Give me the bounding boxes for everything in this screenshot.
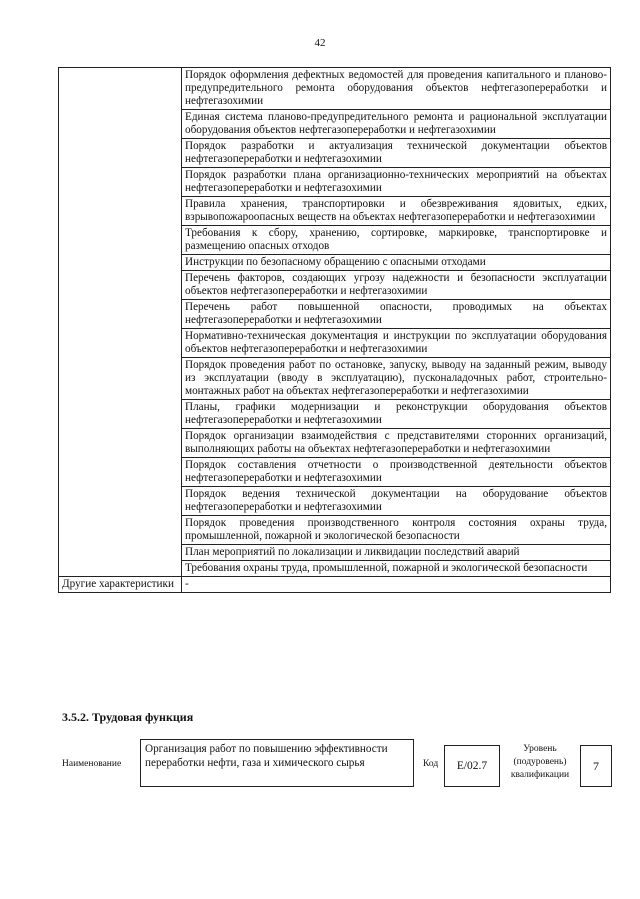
table-cell: Порядок разработки плана организационно-технических мероприятий на объектах нефтегазопереработки и нефтегазохимии	[182, 168, 611, 197]
code-value: E/02.7	[444, 745, 500, 787]
other-characteristics-label: Другие характеристики	[59, 577, 182, 593]
table-cell: План мероприятий по локализации и ликвидации последствий аварий	[182, 545, 611, 561]
other-characteristics-value: -	[182, 577, 611, 593]
table-row-other	[59, 577, 611, 593]
table-cell: Инструкции по безопасному обращению с опасными отходами	[182, 255, 611, 271]
table-cell: Планы, графики модернизации и реконструкции оборудования объектов нефтегазопереработки и нефтегазохимии	[182, 400, 611, 429]
table-cell: Нормативно-техническая документация и инструкции по эксплуатации оборудования объектов нефтегазопереработки и нефтегазохимии	[182, 329, 611, 358]
name-label: Наименование	[62, 759, 122, 769]
table-cell: Порядок составления отчетности о производственной деятельности объектов нефтегазопереработки и нефтегазохимии	[182, 458, 611, 487]
table-cell: Правила хранения, транспортировки и обезвреживания ядовитых, едких, взрывопожароопасных веществ на объектах нефтегазопереработки и нефтегазохимии	[182, 197, 611, 226]
table-cell: Порядок проведения работ по остановке, запуску, выводу на заданный режим, выводу из эксплуатации (вводу в эксплуатацию), пусконаладочных работ, строительно-монтажных работ на объектах нефтегазопереработки и нефтегазохимии	[182, 358, 611, 400]
requirements-table	[58, 67, 611, 593]
table-left-header-cell	[59, 68, 182, 577]
table-cell: Порядок организации взаимодействия с представителями сторонних организаций, выполняющих работы на объектах нефтегазопереработки и нефтегазохимии	[182, 429, 611, 458]
table-cell: Требования охраны труда, промышленной, пожарной и экологической безопасности	[182, 561, 611, 577]
qualification-level-label: Уровень (подуровень) квалификации	[510, 744, 570, 780]
page-number: 42	[314, 37, 326, 49]
table-cell: Порядок проведения производственного контроля состояния охраны труда, промышленной, пожарной и экологической безопасности	[182, 516, 611, 545]
table-cell: Единая система планово-предупредительного ремонта и рациональной эксплуатации оборудования объектов нефтегазопереработки и нефтегазохимии	[182, 110, 611, 139]
table-cell: Порядок оформления дефектных ведомостей для проведения капитального и планово-предупредительного ремонта оборудования объектов нефтегазопереработки и нефтегазохимии	[182, 68, 611, 110]
section-title: 3.5.2. Трудовая функция	[62, 710, 194, 724]
table-cell: Перечень факторов, создающих угрозу надежности и безопасности эксплуатации объектов нефтегазопереработки и нефтегазохимии	[182, 271, 611, 300]
table-cell: Требования к сбору, хранению, сортировке, маркировке, транспортировке и размещению опасных отходов	[182, 226, 611, 255]
table-row	[59, 68, 611, 110]
code-label: Код	[423, 759, 439, 769]
table-cell: Порядок разработки и актуализация технической документации объектов нефтегазопереработки и нефтегазохимии	[182, 139, 611, 168]
table-cell: Порядок ведения технической документации на оборудование объектов нефтегазопереработки и нефтегазохимии	[182, 487, 611, 516]
labor-function-block	[62, 739, 612, 791]
table-cell: Перечень работ повышенной опасности, проводимых на объектах нефтегазопереработки и нефтегазохимии	[182, 300, 611, 329]
name-value: Организация работ по повышению эффективности переработки нефти, газа и химического сырья	[140, 739, 414, 787]
qualification-level-value: 7	[580, 745, 612, 787]
